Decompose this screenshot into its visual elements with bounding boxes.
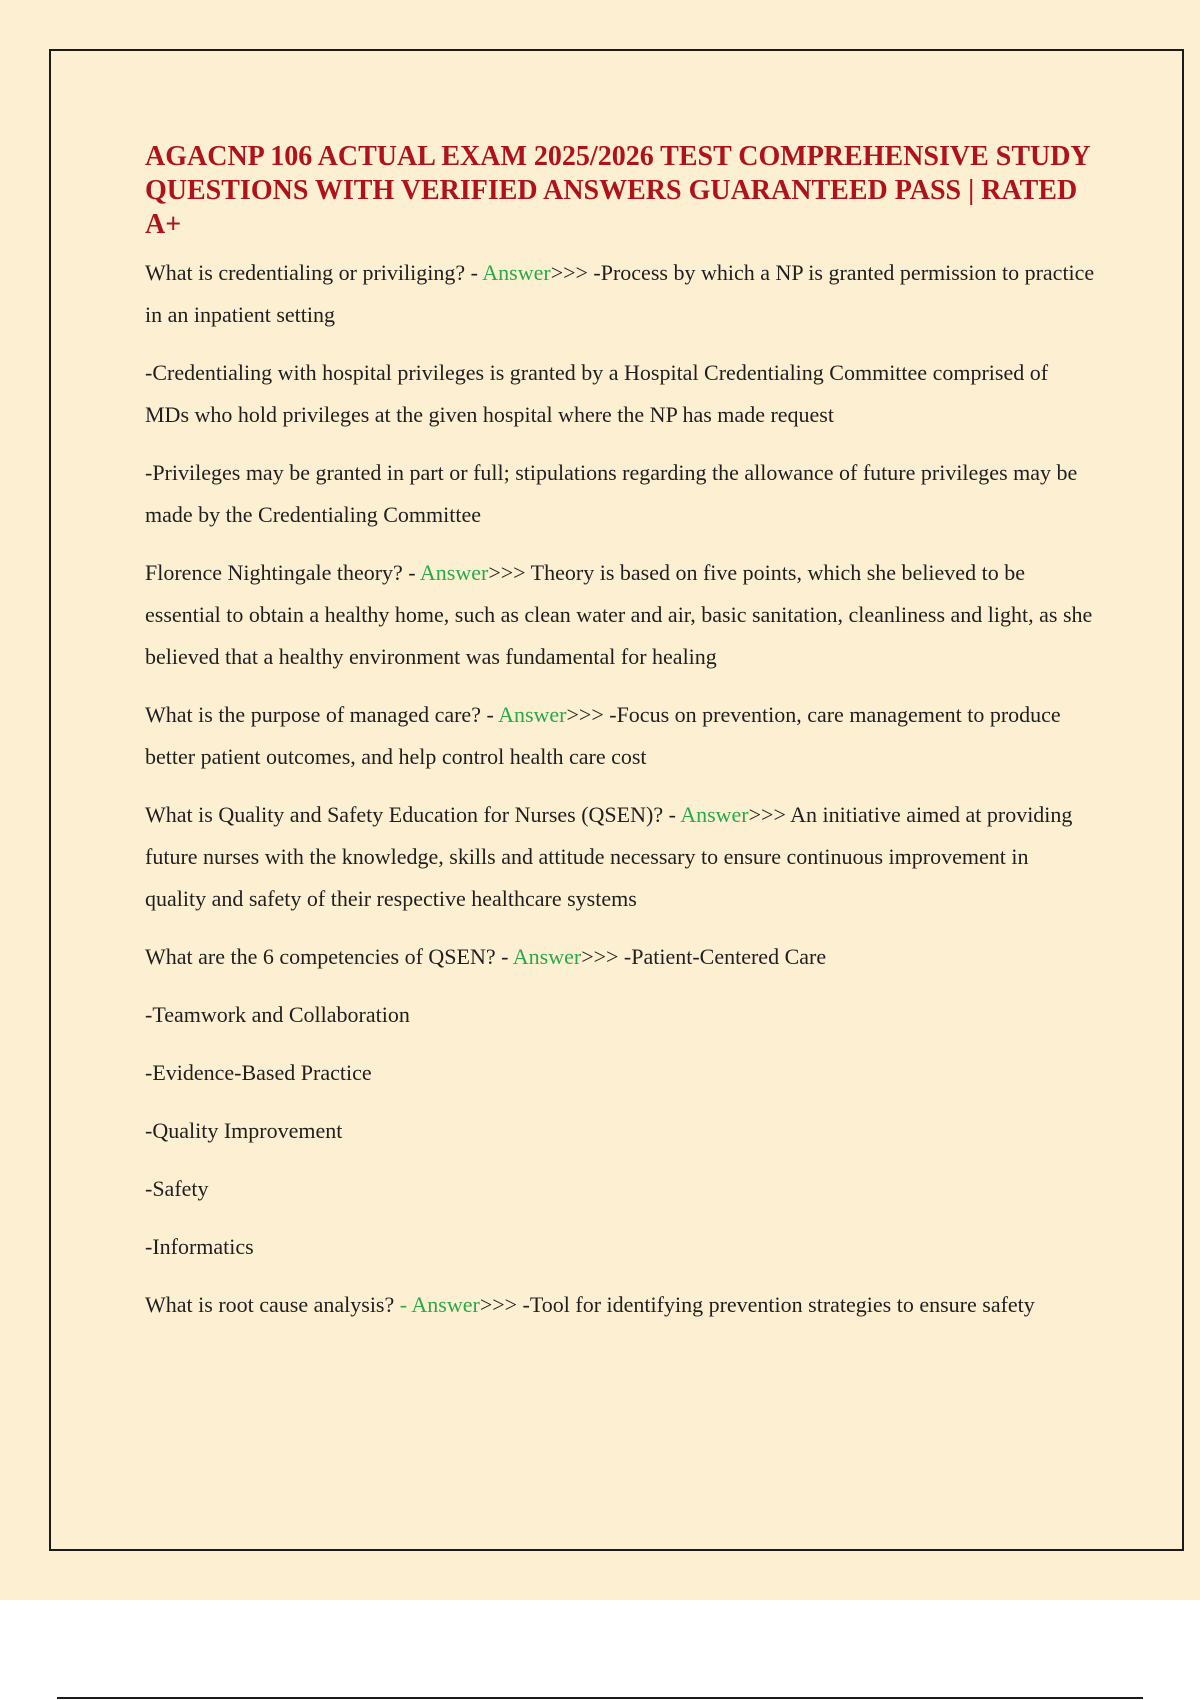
question-text: What is the purpose of managed care? - bbox=[145, 702, 499, 727]
qa-nightingale bbox=[145, 552, 1095, 678]
question-text: What is credentialing or priviliging? - bbox=[145, 260, 483, 285]
qa-root-cause bbox=[145, 1284, 1095, 1326]
question-text: What are the 6 competencies of QSEN? - bbox=[145, 944, 513, 969]
qa-managed-care bbox=[145, 694, 1095, 778]
answer-text: >>> -Tool for identifying prevention strategies to ensure safety bbox=[479, 1292, 1035, 1317]
qa-qsen bbox=[145, 794, 1095, 920]
answer-text: >>> Theory is based on five points, which she believed to be essential to obtain a healthy home, such as clean water and air, basic sanitation, cleanliness and light, as she believed that a healthy environment was fundamental for healing bbox=[145, 560, 1093, 669]
answer-label: Answer bbox=[512, 944, 582, 969]
question-text: What is Quality and Safety Education for Nurses (QSEN)? - bbox=[145, 802, 681, 827]
competency-item: -Safety bbox=[145, 1176, 209, 1201]
qa-credentialing bbox=[145, 252, 1095, 336]
footer-divider bbox=[57, 1697, 1143, 1699]
document-content bbox=[145, 140, 1095, 1342]
answer-label: Answer bbox=[419, 560, 489, 585]
answer-text: >>> -Patient-Centered Care bbox=[581, 944, 827, 969]
answer-label: Answer bbox=[680, 802, 749, 827]
answer-continuation: -Credentialing with hospital privileges is granted by a Hospital Credentialing Committee comprised of MDs who hold privileges at the given hospital where the NP has made request bbox=[145, 360, 1049, 427]
document-title: AGACNP 106 ACTUAL EXAM 2025/2026 TEST COMPREHENSIVE STUDY QUESTIONS WITH VERIFIED ANSWERS GUARANTEED PASS | RATED A+ bbox=[145, 141, 1090, 240]
competency-item: -Informatics bbox=[145, 1234, 254, 1259]
answer-label: Answer bbox=[498, 702, 567, 727]
question-text: Florence Nightingale theory? - bbox=[145, 560, 420, 585]
competency-item: -Evidence-Based Practice bbox=[145, 1060, 372, 1085]
answer-label: Answer bbox=[482, 260, 551, 285]
answer-text: >>> An initiative aimed at providing future nurses with the knowledge, skills and attitude necessary to ensure continuous improvement in quality and safety of their respective healthcare systems bbox=[145, 802, 1073, 911]
answer-text: >>> -Focus on prevention, care management to produce better patient outcomes, and help control health care cost bbox=[145, 702, 1061, 769]
answer-text: >>> -Process by which a NP is granted permission to practice in an inpatient setting bbox=[145, 260, 1095, 327]
question-text: What is root cause analysis? bbox=[145, 1292, 400, 1317]
competency-item: -Quality Improvement bbox=[145, 1118, 343, 1143]
qa-qsen-competencies bbox=[145, 936, 1095, 978]
answer-label: - Answer bbox=[399, 1292, 480, 1317]
answer-continuation: -Privileges may be granted in part or full; stipulations regarding the allowance of future privileges may be made by the Credentialing Committee bbox=[145, 460, 1078, 527]
competency-item: -Teamwork and Collaboration bbox=[145, 1002, 410, 1027]
